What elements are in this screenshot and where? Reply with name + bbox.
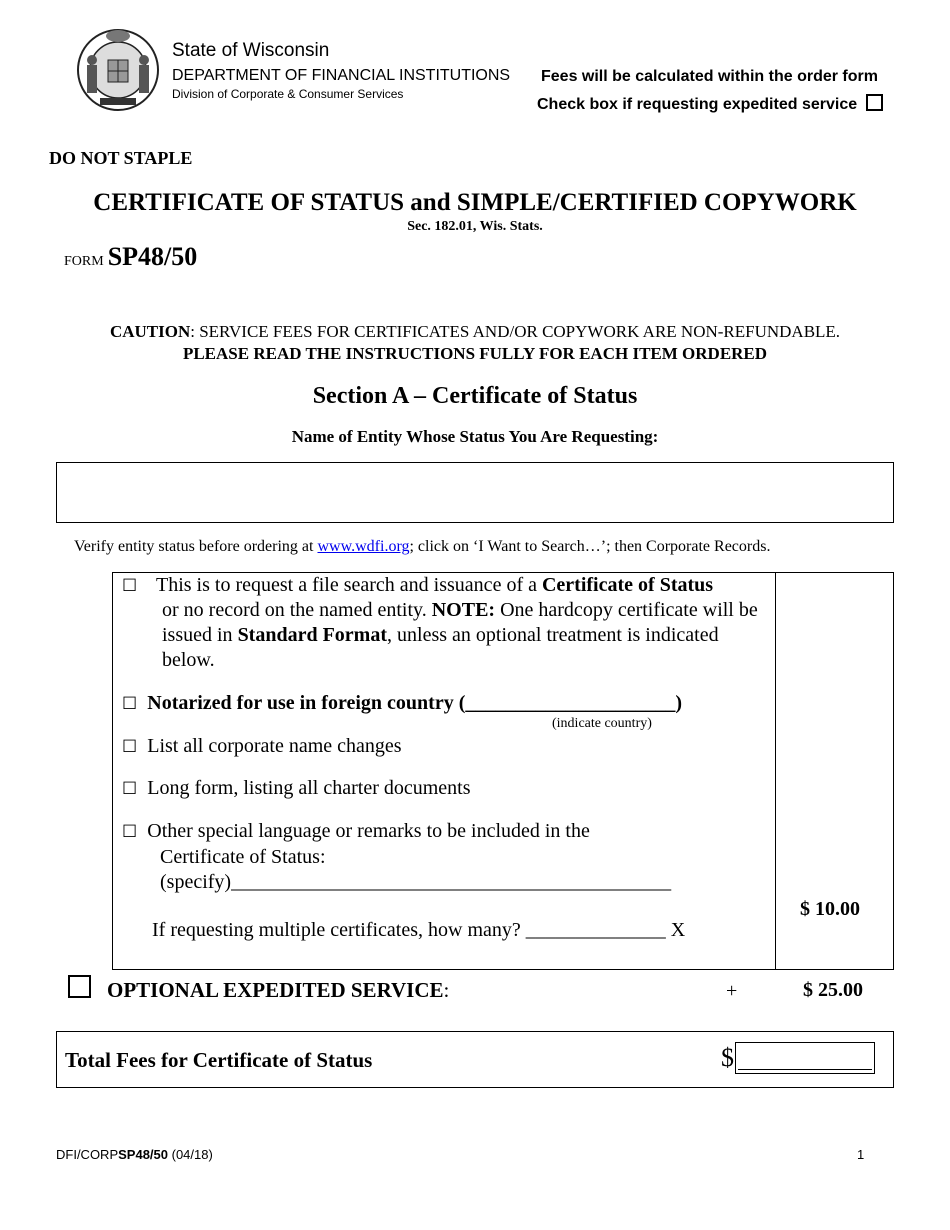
caution-label: CAUTION xyxy=(109,322,191,341)
form-number xyxy=(64,242,197,272)
cert-note-label: NOTE: xyxy=(431,599,496,621)
expedited-label-text: OPTIONAL EXPEDITED SERVICE xyxy=(107,978,444,1002)
cert-bold-3: Standard Format xyxy=(237,624,388,646)
option-long-form xyxy=(122,776,471,802)
form-number-value: SP48/50 xyxy=(107,242,198,271)
checkbox-notarized[interactable]: ☐ xyxy=(122,694,138,714)
checkbox-name-changes[interactable]: ☐ xyxy=(122,737,138,757)
form-title: CERTIFICATE OF STATUS and SIMPLE/CERTIFIED COPYWORK xyxy=(93,189,857,216)
checkbox-certificate[interactable]: ☐ xyxy=(122,576,138,596)
fees-note: Fees will be calculated within the order form xyxy=(541,68,878,85)
plus-sign: + xyxy=(726,980,738,1002)
notarized-label: Notarized for use in foreign country (_____________________) xyxy=(147,692,683,714)
page-number: 1 xyxy=(857,1147,865,1162)
long-form-label: Long form, listing all charter documents xyxy=(147,777,471,799)
option-other-language xyxy=(122,819,762,895)
option-notarized xyxy=(122,691,682,717)
option-certificate-of-status xyxy=(122,573,772,671)
wdfi-link[interactable]: www.wdfi.org xyxy=(317,538,410,555)
cert-text-4: , unless an optional treatment is indicated below. xyxy=(162,624,719,671)
instructions-notice: PLEASE READ THE INSTRUCTIONS FULLY FOR EACH ITEM ORDERED xyxy=(182,344,768,363)
cert-text-2: or no record on the named entity. xyxy=(162,599,432,621)
other-specify-field[interactable]: (specify)____________________________________________ xyxy=(160,871,672,893)
state-name: State of Wisconsin xyxy=(172,40,330,61)
other-label-1: Other special language or remarks to be included in the xyxy=(147,820,590,842)
certificate-description xyxy=(156,573,771,673)
verify-before: Verify entity status before ordering at xyxy=(74,538,318,555)
footer-code-suffix: (04/18) xyxy=(168,1147,213,1162)
cert-bold-1: Certificate of Status xyxy=(541,574,714,596)
cert-text-3: One hardcopy certificate will be issued in xyxy=(162,599,758,646)
entity-name-field[interactable] xyxy=(56,462,894,523)
wisconsin-state-seal-icon xyxy=(74,24,162,112)
option-name-changes xyxy=(122,734,402,760)
fee-column-divider xyxy=(775,572,776,970)
total-dollar-sign: $ xyxy=(721,1043,734,1072)
footer-code-bold: SP48/50 xyxy=(118,1147,168,1162)
checkbox-long-form[interactable]: ☐ xyxy=(122,779,138,799)
form-prefix: FORM xyxy=(64,254,104,269)
department-name: DEPARTMENT OF FINANCIAL INSTITUTIONS xyxy=(172,67,511,84)
checkbox-other[interactable]: ☐ xyxy=(122,822,138,842)
name-changes-label: List all corporate name changes xyxy=(147,735,402,757)
footer-code-prefix: DFI/CORP xyxy=(56,1147,119,1162)
expedite-note: Check box if requesting expedited service xyxy=(537,96,858,113)
caution-text: : SERVICE FEES FOR CERTIFICATES AND/OR COPYWORK ARE NON-REFUNDABLE. xyxy=(190,322,841,341)
entity-name-label: Name of Entity Whose Status You Are Requesting: xyxy=(291,427,659,446)
other-label-2: Certificate of Status: xyxy=(160,846,326,868)
multiple-certificates-field[interactable]: If requesting multiple certificates, how many? ______________ X xyxy=(152,919,686,941)
expedited-fee: $ 25.00 xyxy=(803,979,863,1001)
agency-block xyxy=(172,40,510,102)
certificate-fee: $ 10.00 xyxy=(800,898,860,920)
division-name: Division of Corporate & Consumer Services xyxy=(172,87,404,101)
caution-line xyxy=(0,322,950,342)
section-a-title: Section A – Certificate of Status xyxy=(312,383,638,409)
country-hint: (indicate country) xyxy=(552,716,652,731)
total-fees-label: Total Fees for Certificate of Status xyxy=(65,1048,373,1072)
verify-instructions xyxy=(74,538,770,556)
footer-form-code xyxy=(56,1147,213,1162)
do-not-staple-notice: DO NOT STAPLE xyxy=(49,148,193,168)
expedite-checkbox-top[interactable] xyxy=(866,94,883,111)
statute-reference: Sec. 182.01, Wis. Stats. xyxy=(407,219,543,234)
expedited-colon: : xyxy=(443,978,450,1002)
expedited-service-label xyxy=(107,978,449,1003)
verify-after: ; click on ‘I Want to Search…’; then Corporate Records. xyxy=(409,538,771,555)
total-fees-field[interactable] xyxy=(735,1042,875,1074)
expedited-service-checkbox[interactable] xyxy=(68,975,91,998)
cert-text-1: This is to request a file search and issuance of a xyxy=(156,574,542,596)
